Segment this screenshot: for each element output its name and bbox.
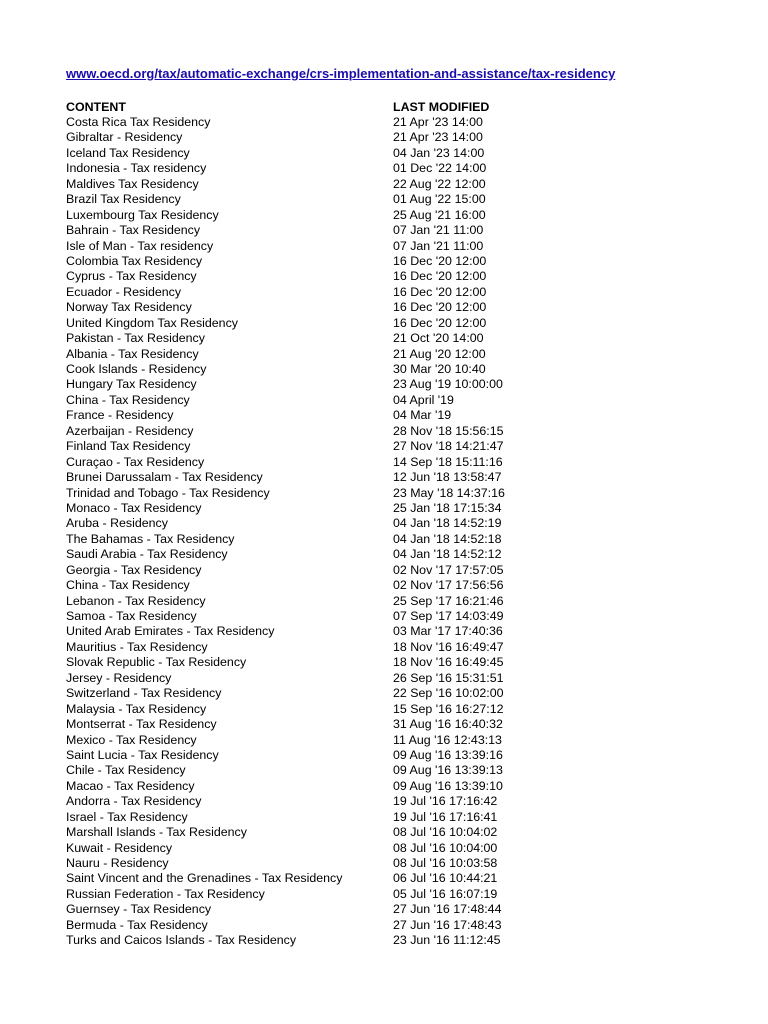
last-modified-cell: 31 Aug '16 16:40:32 bbox=[393, 717, 503, 732]
content-cell: Bahrain - Tax Residency bbox=[66, 223, 201, 238]
content-cell: China - Tax Residency bbox=[66, 392, 190, 407]
table-row bbox=[66, 439, 706, 454]
last-modified-cell: 12 Jun '18 13:58:47 bbox=[393, 470, 502, 485]
table-row bbox=[66, 578, 706, 593]
table-row bbox=[66, 532, 706, 547]
content-cell: Gibraltar - Residency bbox=[66, 130, 183, 145]
content-cell: Malaysia - Tax Residency bbox=[66, 701, 207, 716]
table-row bbox=[66, 285, 706, 300]
content-cell: Colombia Tax Residency bbox=[66, 253, 203, 268]
table-body bbox=[66, 115, 706, 949]
last-modified-cell: 21 Aug '20 12:00 bbox=[393, 346, 486, 361]
table-row bbox=[66, 501, 706, 516]
content-cell: Slovak Republic - Tax Residency bbox=[66, 655, 247, 670]
content-cell: Bermuda - Tax Residency bbox=[66, 917, 208, 932]
content-cell: Saudi Arabia - Tax Residency bbox=[66, 547, 228, 562]
table-row bbox=[66, 717, 706, 732]
source-url-link[interactable]: www.oecd.org/tax/automatic-exchange/crs-implementation-and-assistance/tax-residency bbox=[66, 66, 616, 81]
last-modified-cell: 19 Jul '16 17:16:41 bbox=[393, 809, 498, 824]
table-row bbox=[66, 810, 706, 825]
content-cell: Cook Islands - Residency bbox=[66, 362, 207, 376]
content-cell: Jersey - Residency bbox=[66, 670, 172, 685]
content-cell: Brazil Tax Residency bbox=[66, 192, 181, 207]
last-modified-cell: 28 Nov '18 15:56:15 bbox=[393, 423, 504, 438]
table-row bbox=[66, 779, 706, 794]
last-modified-cell: 07 Jan '21 11:00 bbox=[393, 223, 484, 238]
last-modified-cell: 09 Aug '16 13:39:16 bbox=[393, 747, 503, 762]
content-cell: Isle of Man - Tax residency bbox=[66, 238, 214, 253]
last-modified-cell: 09 Aug '16 13:39:13 bbox=[393, 763, 503, 778]
last-modified-cell: 16 Dec '20 12:00 bbox=[393, 284, 487, 299]
table-row bbox=[66, 377, 706, 392]
table-row bbox=[66, 794, 706, 809]
last-modified-cell: 27 Nov '18 14:21:47 bbox=[393, 439, 504, 454]
content-cell: Mauritius - Tax Residency bbox=[66, 639, 208, 654]
table-row bbox=[66, 563, 706, 578]
content-cell: China - Tax Residency bbox=[66, 578, 190, 593]
last-modified-cell: 08 Jul '16 10:03:58 bbox=[393, 856, 498, 870]
table-row bbox=[66, 115, 706, 130]
table-row bbox=[66, 933, 706, 948]
content-cell: Maldives Tax Residency bbox=[66, 176, 199, 191]
table-row bbox=[66, 609, 706, 624]
table-row bbox=[66, 331, 706, 346]
content-cell: Costa Rica Tax Residency bbox=[66, 115, 211, 129]
table-row bbox=[66, 347, 706, 362]
table-row bbox=[66, 208, 706, 223]
content-cell: Albania - Tax Residency bbox=[66, 346, 199, 361]
column-header-last-modified: LAST MODIFIED bbox=[393, 100, 490, 114]
content-cell: Monaco - Tax Residency bbox=[66, 500, 202, 515]
content-cell: Montserrat - Tax Residency bbox=[66, 717, 217, 732]
last-modified-cell: 07 Jan '21 11:00 bbox=[393, 238, 484, 253]
last-modified-cell: 08 Jul '16 10:04:02 bbox=[393, 825, 498, 840]
content-cell: France - Residency bbox=[66, 408, 174, 423]
table-row bbox=[66, 486, 706, 501]
content-cell: Israel - Tax Residency bbox=[66, 809, 188, 824]
table-row bbox=[66, 146, 706, 161]
content-cell: Azerbaijan - Residency bbox=[66, 423, 194, 438]
last-modified-cell: 23 May '18 14:37:16 bbox=[393, 485, 505, 500]
content-cell: Luxembourg Tax Residency bbox=[66, 207, 219, 222]
table-row bbox=[66, 547, 706, 562]
last-modified-cell: 18 Nov '16 16:49:45 bbox=[393, 655, 504, 670]
table-row bbox=[66, 887, 706, 902]
last-modified-cell: 02 Nov '17 17:56:56 bbox=[393, 578, 504, 593]
content-cell: Iceland Tax Residency bbox=[66, 145, 190, 160]
last-modified-cell: 23 Aug '19 10:00:00 bbox=[393, 377, 503, 392]
last-modified-cell: 16 Dec '20 12:00 bbox=[393, 315, 487, 330]
table-row bbox=[66, 455, 706, 470]
last-modified-cell: 08 Jul '16 10:04:00 bbox=[393, 840, 498, 855]
content-cell: Pakistan - Tax Residency bbox=[66, 331, 205, 346]
table-row bbox=[66, 161, 706, 176]
content-cell: Aruba - Residency bbox=[66, 516, 168, 531]
content-cell: Russian Federation - Tax Residency bbox=[66, 886, 265, 901]
table-row bbox=[66, 686, 706, 701]
column-header-content: CONTENT bbox=[66, 100, 126, 114]
content-cell: Ecuador - Residency bbox=[66, 284, 182, 299]
last-modified-cell: 04 Jan '18 14:52:18 bbox=[393, 531, 502, 546]
content-cell: Saint Vincent and the Grenadines - Tax Residency bbox=[66, 871, 343, 886]
last-modified-cell: 04 Jan '18 14:52:19 bbox=[393, 516, 502, 531]
last-modified-cell: 04 April '19 bbox=[393, 392, 454, 407]
last-modified-cell: 21 Apr '23 14:00 bbox=[393, 115, 483, 129]
content-cell: Kuwait - Residency bbox=[66, 840, 173, 855]
table-row bbox=[66, 393, 706, 408]
last-modified-cell: 26 Sep '16 15:31:51 bbox=[393, 670, 504, 685]
content-cell: United Kingdom Tax Residency bbox=[66, 315, 238, 330]
table-row bbox=[66, 594, 706, 609]
last-modified-cell: 16 Dec '20 12:00 bbox=[393, 300, 487, 315]
last-modified-cell: 01 Aug '22 15:00 bbox=[393, 192, 486, 207]
table-row bbox=[66, 871, 706, 886]
content-cell: Hungary Tax Residency bbox=[66, 377, 197, 392]
last-modified-cell: 23 Jun '16 11:12:45 bbox=[393, 933, 501, 948]
content-cell: Samoa - Tax Residency bbox=[66, 609, 197, 623]
content-cell: Cyprus - Tax Residency bbox=[66, 269, 197, 284]
last-modified-cell: 15 Sep '16 16:27:12 bbox=[393, 701, 504, 716]
last-modified-cell: 04 Jan '18 14:52:12 bbox=[393, 547, 502, 562]
last-modified-cell: 02 Nov '17 17:57:05 bbox=[393, 562, 504, 577]
table-row bbox=[66, 763, 706, 778]
last-modified-cell: 25 Aug '21 16:00 bbox=[393, 207, 486, 222]
last-modified-cell: 01 Dec '22 14:00 bbox=[393, 161, 487, 176]
table-row bbox=[66, 856, 706, 871]
table-row bbox=[66, 239, 706, 254]
table-row bbox=[66, 748, 706, 763]
last-modified-cell: 04 Jan '23 14:00 bbox=[393, 145, 485, 160]
table-header-row bbox=[66, 99, 706, 115]
last-modified-cell: 25 Jan '18 17:15:34 bbox=[393, 500, 502, 515]
table-row bbox=[66, 841, 706, 856]
table-row bbox=[66, 362, 706, 377]
last-modified-cell: 05 Jul '16 16:07:19 bbox=[393, 886, 498, 901]
last-modified-cell: 18 Nov '16 16:49:47 bbox=[393, 639, 504, 654]
table-row bbox=[66, 192, 706, 207]
last-modified-cell: 04 Mar '19 bbox=[393, 408, 452, 423]
content-cell: Norway Tax Residency bbox=[66, 300, 192, 315]
last-modified-cell: 09 Aug '16 13:39:10 bbox=[393, 778, 503, 793]
last-modified-cell: 16 Dec '20 12:00 bbox=[393, 253, 487, 268]
table-row bbox=[66, 655, 706, 670]
last-modified-cell: 25 Sep '17 16:21:46 bbox=[393, 593, 504, 608]
table-row bbox=[66, 223, 706, 238]
last-modified-cell: 07 Sep '17 14:03:49 bbox=[393, 609, 504, 623]
table-row bbox=[66, 918, 706, 933]
content-cell: Chile - Tax Residency bbox=[66, 763, 186, 778]
content-cell: The Bahamas - Tax Residency bbox=[66, 531, 235, 546]
content-cell: Trinidad and Tobago - Tax Residency bbox=[66, 485, 270, 500]
last-modified-cell: 03 Mar '17 17:40:36 bbox=[393, 624, 503, 639]
last-modified-cell: 22 Sep '16 10:02:00 bbox=[393, 686, 504, 701]
last-modified-cell: 30 Mar '20 10:40 bbox=[393, 362, 486, 376]
table-row bbox=[66, 671, 706, 686]
content-cell: Indonesia - Tax residency bbox=[66, 161, 207, 176]
last-modified-cell: 16 Dec '20 12:00 bbox=[393, 269, 487, 284]
content-cell: Georgia - Tax Residency bbox=[66, 562, 202, 577]
table-row bbox=[66, 470, 706, 485]
table-row bbox=[66, 516, 706, 531]
table-row bbox=[66, 408, 706, 423]
content-cell: Nauru - Residency bbox=[66, 856, 169, 870]
table-row bbox=[66, 902, 706, 917]
last-modified-cell: 27 Jun '16 17:48:43 bbox=[393, 917, 502, 932]
content-cell: Brunei Darussalam - Tax Residency bbox=[66, 470, 263, 485]
residency-table bbox=[66, 99, 706, 949]
content-cell: United Arab Emirates - Tax Residency bbox=[66, 624, 275, 639]
content-cell: Andorra - Tax Residency bbox=[66, 794, 202, 809]
content-cell: Lebanon - Tax Residency bbox=[66, 593, 206, 608]
table-row bbox=[66, 300, 706, 315]
table-row bbox=[66, 254, 706, 269]
content-cell: Turks and Caicos Islands - Tax Residency bbox=[66, 933, 297, 948]
content-cell: Finland Tax Residency bbox=[66, 439, 191, 454]
table-row bbox=[66, 316, 706, 331]
last-modified-cell: 11 Aug '16 12:43:13 bbox=[393, 732, 502, 747]
content-cell: Mexico - Tax Residency bbox=[66, 732, 197, 747]
last-modified-cell: 21 Apr '23 14:00 bbox=[393, 130, 483, 145]
content-cell: Guernsey - Tax Residency bbox=[66, 902, 212, 917]
table-row bbox=[66, 733, 706, 748]
table-row bbox=[66, 825, 706, 840]
last-modified-cell: 19 Jul '16 17:16:42 bbox=[393, 794, 498, 809]
table-row bbox=[66, 624, 706, 639]
table-row bbox=[66, 130, 706, 145]
table-row bbox=[66, 177, 706, 192]
content-cell: Marshall Islands - Tax Residency bbox=[66, 825, 247, 840]
table-row bbox=[66, 424, 706, 439]
last-modified-cell: 14 Sep '18 15:11:16 bbox=[393, 454, 503, 469]
content-cell: Switzerland - Tax Residency bbox=[66, 686, 222, 701]
last-modified-cell: 27 Jun '16 17:48:44 bbox=[393, 902, 502, 917]
last-modified-cell: 21 Oct '20 14:00 bbox=[393, 331, 484, 346]
last-modified-cell: 06 Jul '16 10:44:21 bbox=[393, 871, 498, 886]
table-row bbox=[66, 702, 706, 717]
table-row bbox=[66, 640, 706, 655]
content-cell: Macao - Tax Residency bbox=[66, 778, 195, 793]
table-row bbox=[66, 269, 706, 284]
document-page bbox=[66, 66, 706, 949]
content-cell: Saint Lucia - Tax Residency bbox=[66, 747, 219, 762]
last-modified-cell: 22 Aug '22 12:00 bbox=[393, 176, 486, 191]
content-cell: Curaçao - Tax Residency bbox=[66, 454, 205, 469]
